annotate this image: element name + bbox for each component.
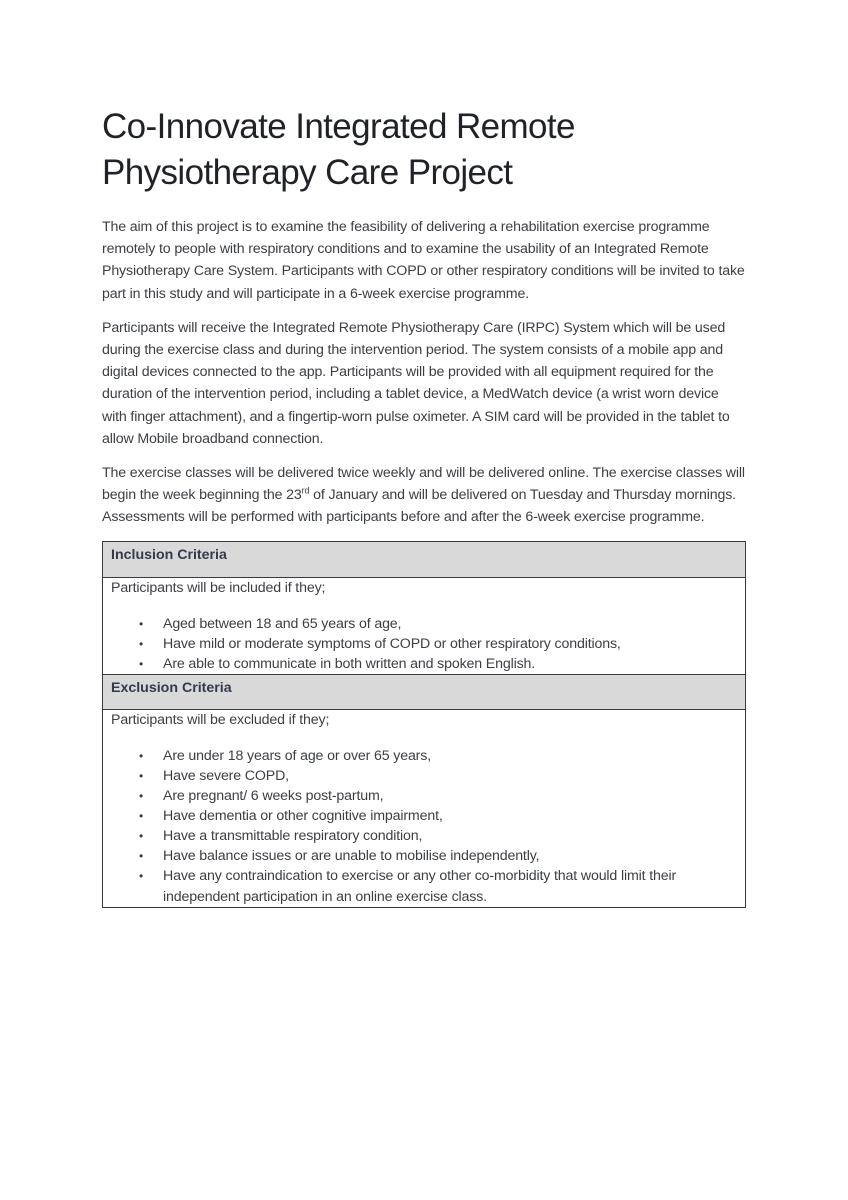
criteria-table [102,541,746,908]
criteria-list-item [139,866,737,906]
criteria-item-text: Have balance issues or are unable to mobilise independently, [163,848,540,865]
bullet-icon: • [139,656,144,671]
criteria-list-item [139,654,737,674]
exclusion-criteria-header: Exclusion Criteria [103,674,745,710]
schedule-text-start: The exercise classes will be delivered twice weekly and will be delivered online. The exercise classes will begin the week beginning the 23 [102,465,745,504]
bullet-icon: • [139,829,144,844]
inclusion-criteria-header: Inclusion Criteria [103,542,745,578]
criteria-item-text: Are under 18 years of age or over 65 years, [163,747,431,764]
criteria-list-item [139,846,737,866]
bullet-icon: • [139,616,144,631]
bullet-icon: • [139,869,144,884]
intro-paragraph-schedule [102,462,746,529]
criteria-list-item [139,826,737,846]
title-line-2: Physiotherapy Care Project [102,153,513,192]
exclusion-intro: Participants will be excluded if they; [111,711,330,728]
criteria-item-text: Aged between 18 and 65 years of age, [163,615,402,632]
inclusion-criteria-body [103,578,745,674]
criteria-item-text: Are able to communicate in both written and spoken English. [163,655,536,672]
exclusion-list [111,746,737,907]
inclusion-intro: Participants will be included if they; [111,579,326,596]
criteria-list-item [139,766,737,786]
intro-paragraph-system: Participants will receive the Integrated Remote Physiotherapy Care (IRPC) System which will be used during the exercise class and during the intervention period. The system consists of a mobile app and digital devices connected to the app. Participants will be provided with all equipment required for the duration of the intervention period, including a tablet device, a MedWatch device (a wrist worn device with finger attachment), and a fingertip-worn pulse oximeter. A SIM card will be provided in the tablet to allow Mobile broadband connection. [102,319,730,447]
ordinal-suffix: rd [301,485,310,496]
criteria-item-text: Are pregnant/ 6 weeks post-partum, [163,788,384,805]
criteria-list-item [139,786,737,806]
bullet-icon: • [139,849,144,864]
criteria-item-text: Have any contraindication to exercise or any other co-morbidity that would limit their independent participation in an online exercise class. [163,868,677,905]
title-line-1: Co-Innovate Integrated Remote [102,107,575,146]
criteria-list-item [139,634,737,654]
bullet-icon: • [139,789,144,804]
criteria-item-text: Have a transmittable respiratory condition, [163,828,423,845]
bullet-icon: • [139,748,144,763]
inclusion-list [111,614,737,674]
criteria-item-text: Have dementia or other cognitive impairment, [163,808,443,825]
page-title [102,104,746,196]
bullet-icon: • [139,636,144,651]
bullet-icon: • [139,809,144,824]
criteria-list-item [139,806,737,826]
schedule-text-end: of January and will be delivered on Tuesday and Thursday mornings. Assessments will be performed with participants before and after the 6-week exercise programme. [102,487,736,526]
bullet-icon: • [139,769,144,784]
exclusion-criteria-body [103,710,745,907]
document-page [102,104,746,908]
criteria-list-item [139,614,737,634]
criteria-item-text: Have severe COPD, [163,768,289,785]
criteria-list-item [139,746,737,766]
intro-paragraph-aim: The aim of this project is to examine the feasibility of delivering a rehabilitation exercise programme remotely to people with respiratory conditions and to examine the usability of an Integrated Remote Physiotherapy Care System. Participants with COPD or other respiratory conditions will be invited to take part in this study and will participate in a 6-week exercise programme. [102,219,745,302]
criteria-item-text: Have mild or moderate symptoms of COPD or other respiratory conditions, [163,635,621,652]
